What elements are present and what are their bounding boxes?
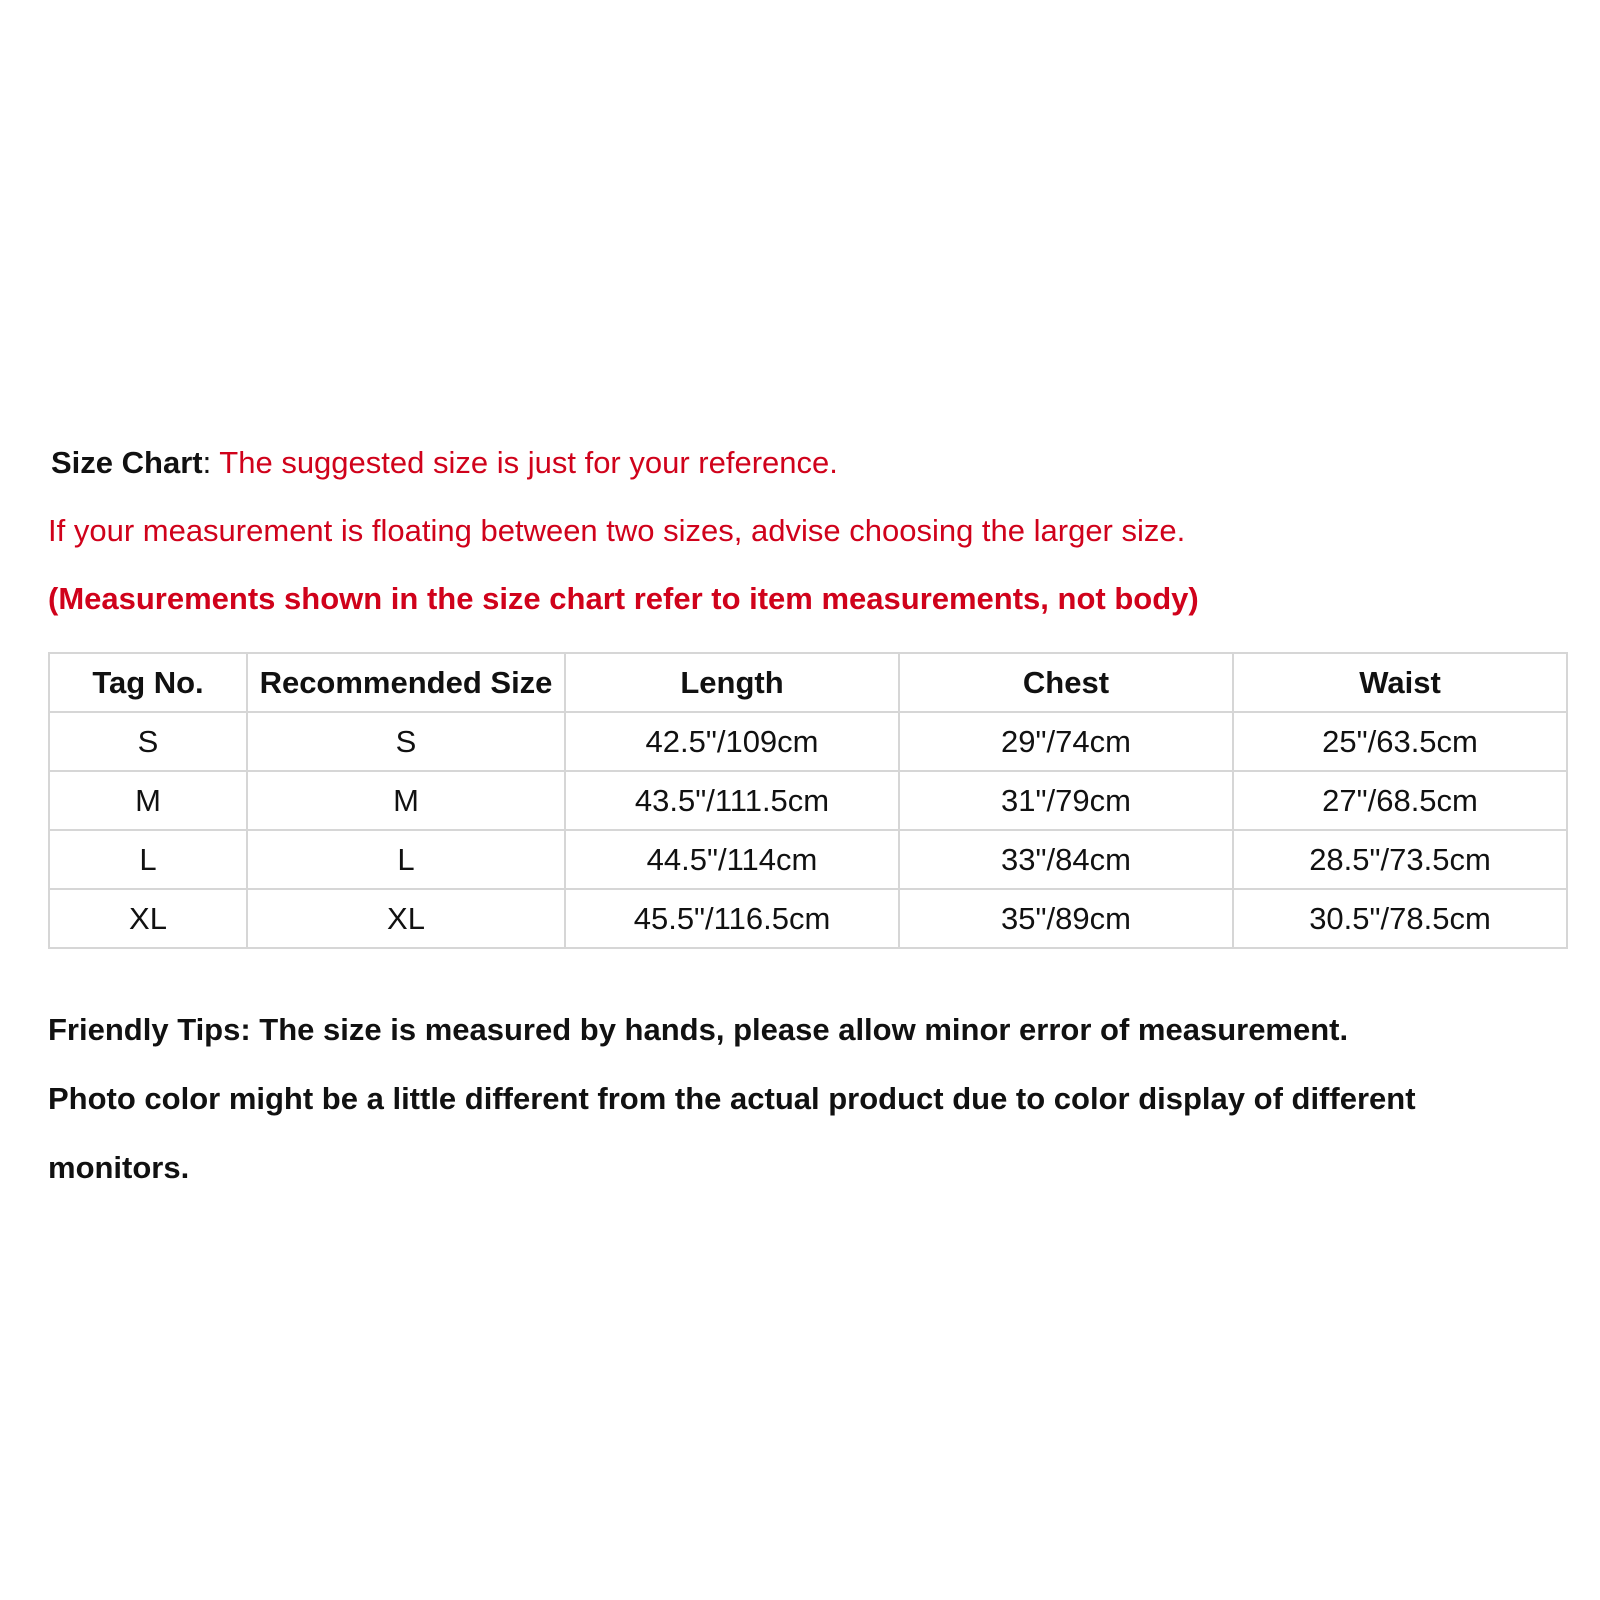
column-header-chest: Chest (899, 653, 1233, 712)
cell-tag-no: XL (49, 889, 247, 948)
photo-color-note: Photo color might be a little different from the actual product due to color display of different monitors. (48, 1081, 1416, 1185)
cell-waist: 27"/68.5cm (1233, 771, 1567, 830)
cell-chest: 29"/74cm (899, 712, 1233, 771)
table-header-row (49, 653, 1567, 712)
table-row (49, 712, 1567, 771)
cell-waist: 25"/63.5cm (1233, 712, 1567, 771)
cell-tag-no: M (49, 771, 247, 830)
reference-note: The suggested size is just for your reference. (211, 445, 838, 480)
cell-tag-no: S (49, 712, 247, 771)
cell-length: 44.5"/114cm (565, 830, 899, 889)
column-header-tag-no: Tag No. (49, 653, 247, 712)
cell-recommended-size: L (247, 830, 565, 889)
cell-recommended-size: S (247, 712, 565, 771)
measurement-note: (Measurements shown in the size chart refer to item measurements, not body) (48, 581, 1199, 616)
cell-recommended-size: XL (247, 889, 565, 948)
floating-size-note: If your measurement is floating between two sizes, advise choosing the larger size. (48, 513, 1186, 548)
cell-chest: 33"/84cm (899, 830, 1233, 889)
cell-recommended-size: M (247, 771, 565, 830)
size-chart-label: Size Chart (51, 445, 203, 480)
column-header-waist: Waist (1233, 653, 1567, 712)
cell-length: 43.5"/111.5cm (565, 771, 899, 830)
size-chart-colon: : (202, 445, 212, 480)
cell-length: 45.5"/116.5cm (565, 889, 899, 948)
table-row (49, 771, 1567, 830)
cell-tag-no: L (49, 830, 247, 889)
table-row (49, 889, 1567, 948)
cell-length: 42.5"/109cm (565, 712, 899, 771)
table-row (49, 830, 1567, 889)
size-table (48, 652, 1568, 949)
column-header-recommended-size: Recommended Size (247, 653, 565, 712)
cell-waist: 30.5"/78.5cm (1233, 889, 1567, 948)
column-header-length: Length (565, 653, 899, 712)
cell-waist: 28.5"/73.5cm (1233, 830, 1567, 889)
cell-chest: 31"/79cm (899, 771, 1233, 830)
friendly-tips: Friendly Tips: The size is measured by hands, please allow minor error of measurement. (48, 1012, 1349, 1047)
size-chart-heading (51, 443, 838, 483)
cell-chest: 35"/89cm (899, 889, 1233, 948)
